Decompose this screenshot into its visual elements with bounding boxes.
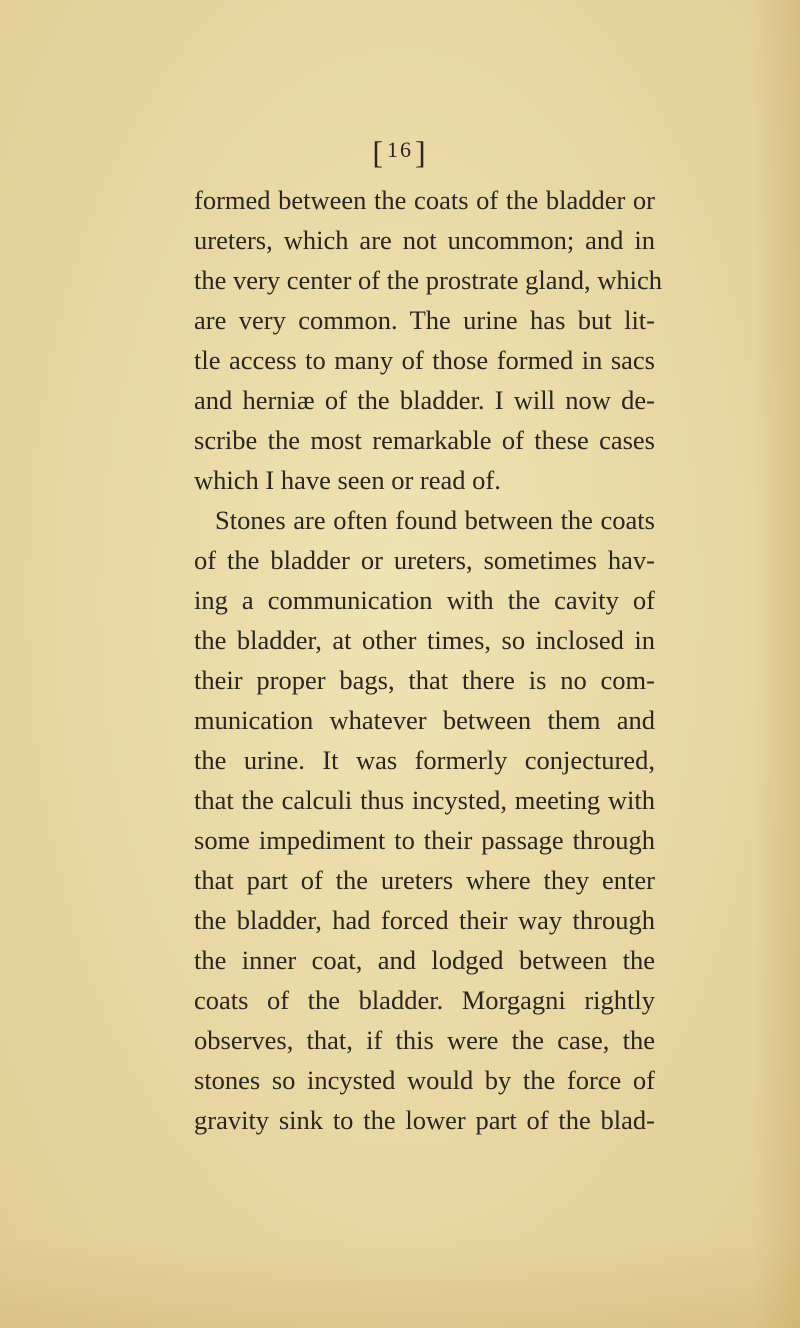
text-line-19: the bladder, had forced their way through xyxy=(194,905,655,935)
text-line-14: munication whatever between them and xyxy=(194,705,655,735)
text-line-21: coats of the bladder. Morgagni rightly xyxy=(194,985,655,1015)
page-bottom-shading xyxy=(0,1238,800,1328)
text-line-23: stones so incysted would by the force of xyxy=(194,1065,655,1095)
page-number xyxy=(0,134,800,171)
text-line-17: some impediment to their passage through xyxy=(194,825,655,855)
text-line-3: the very center of the prostrate gland, which xyxy=(194,265,662,295)
text-line-13: their proper bags, that there is no com- xyxy=(194,665,655,695)
text-line-7: scribe the most remarkable of these cases xyxy=(194,425,655,455)
text-line-1: formed between the coats of the bladder or xyxy=(194,185,655,215)
text-line-6: and herniæ of the bladder. I will now de- xyxy=(194,385,655,415)
text-line-9: Stones are often found between the coats xyxy=(215,505,655,535)
text-line-16: that the calculi thus incysted, meeting with xyxy=(194,785,655,815)
text-line-18: that part of the ureters where they enter xyxy=(194,865,655,895)
text-line-24: gravity sink to the lower part of the blad- xyxy=(194,1105,655,1135)
text-line-8: which I have seen or read of. xyxy=(194,465,501,495)
page-number-close-bracket: ] xyxy=(415,134,428,170)
text-line-11: ing a communication with the cavity of xyxy=(194,585,655,615)
page-edge-shading xyxy=(754,0,800,1328)
text-line-12: the bladder, at other times, so inclosed in xyxy=(194,625,655,655)
text-line-15: the urine. It was formerly conjectured, xyxy=(194,745,655,775)
text-line-10: of the bladder or ureters, sometimes hav- xyxy=(194,545,655,575)
page-number-value: 16 xyxy=(387,137,413,162)
text-line-2: ureters, which are not uncommon; and in xyxy=(194,225,655,255)
text-line-20: the inner coat, and lodged between the xyxy=(194,945,655,975)
text-line-5: tle access to many of those formed in sacs xyxy=(194,345,655,375)
text-line-4: are very common. The urine has but lit- xyxy=(194,305,655,335)
page-number-open-bracket: [ xyxy=(372,134,385,170)
text-line-22: observes, that, if this were the case, the xyxy=(194,1025,655,1055)
